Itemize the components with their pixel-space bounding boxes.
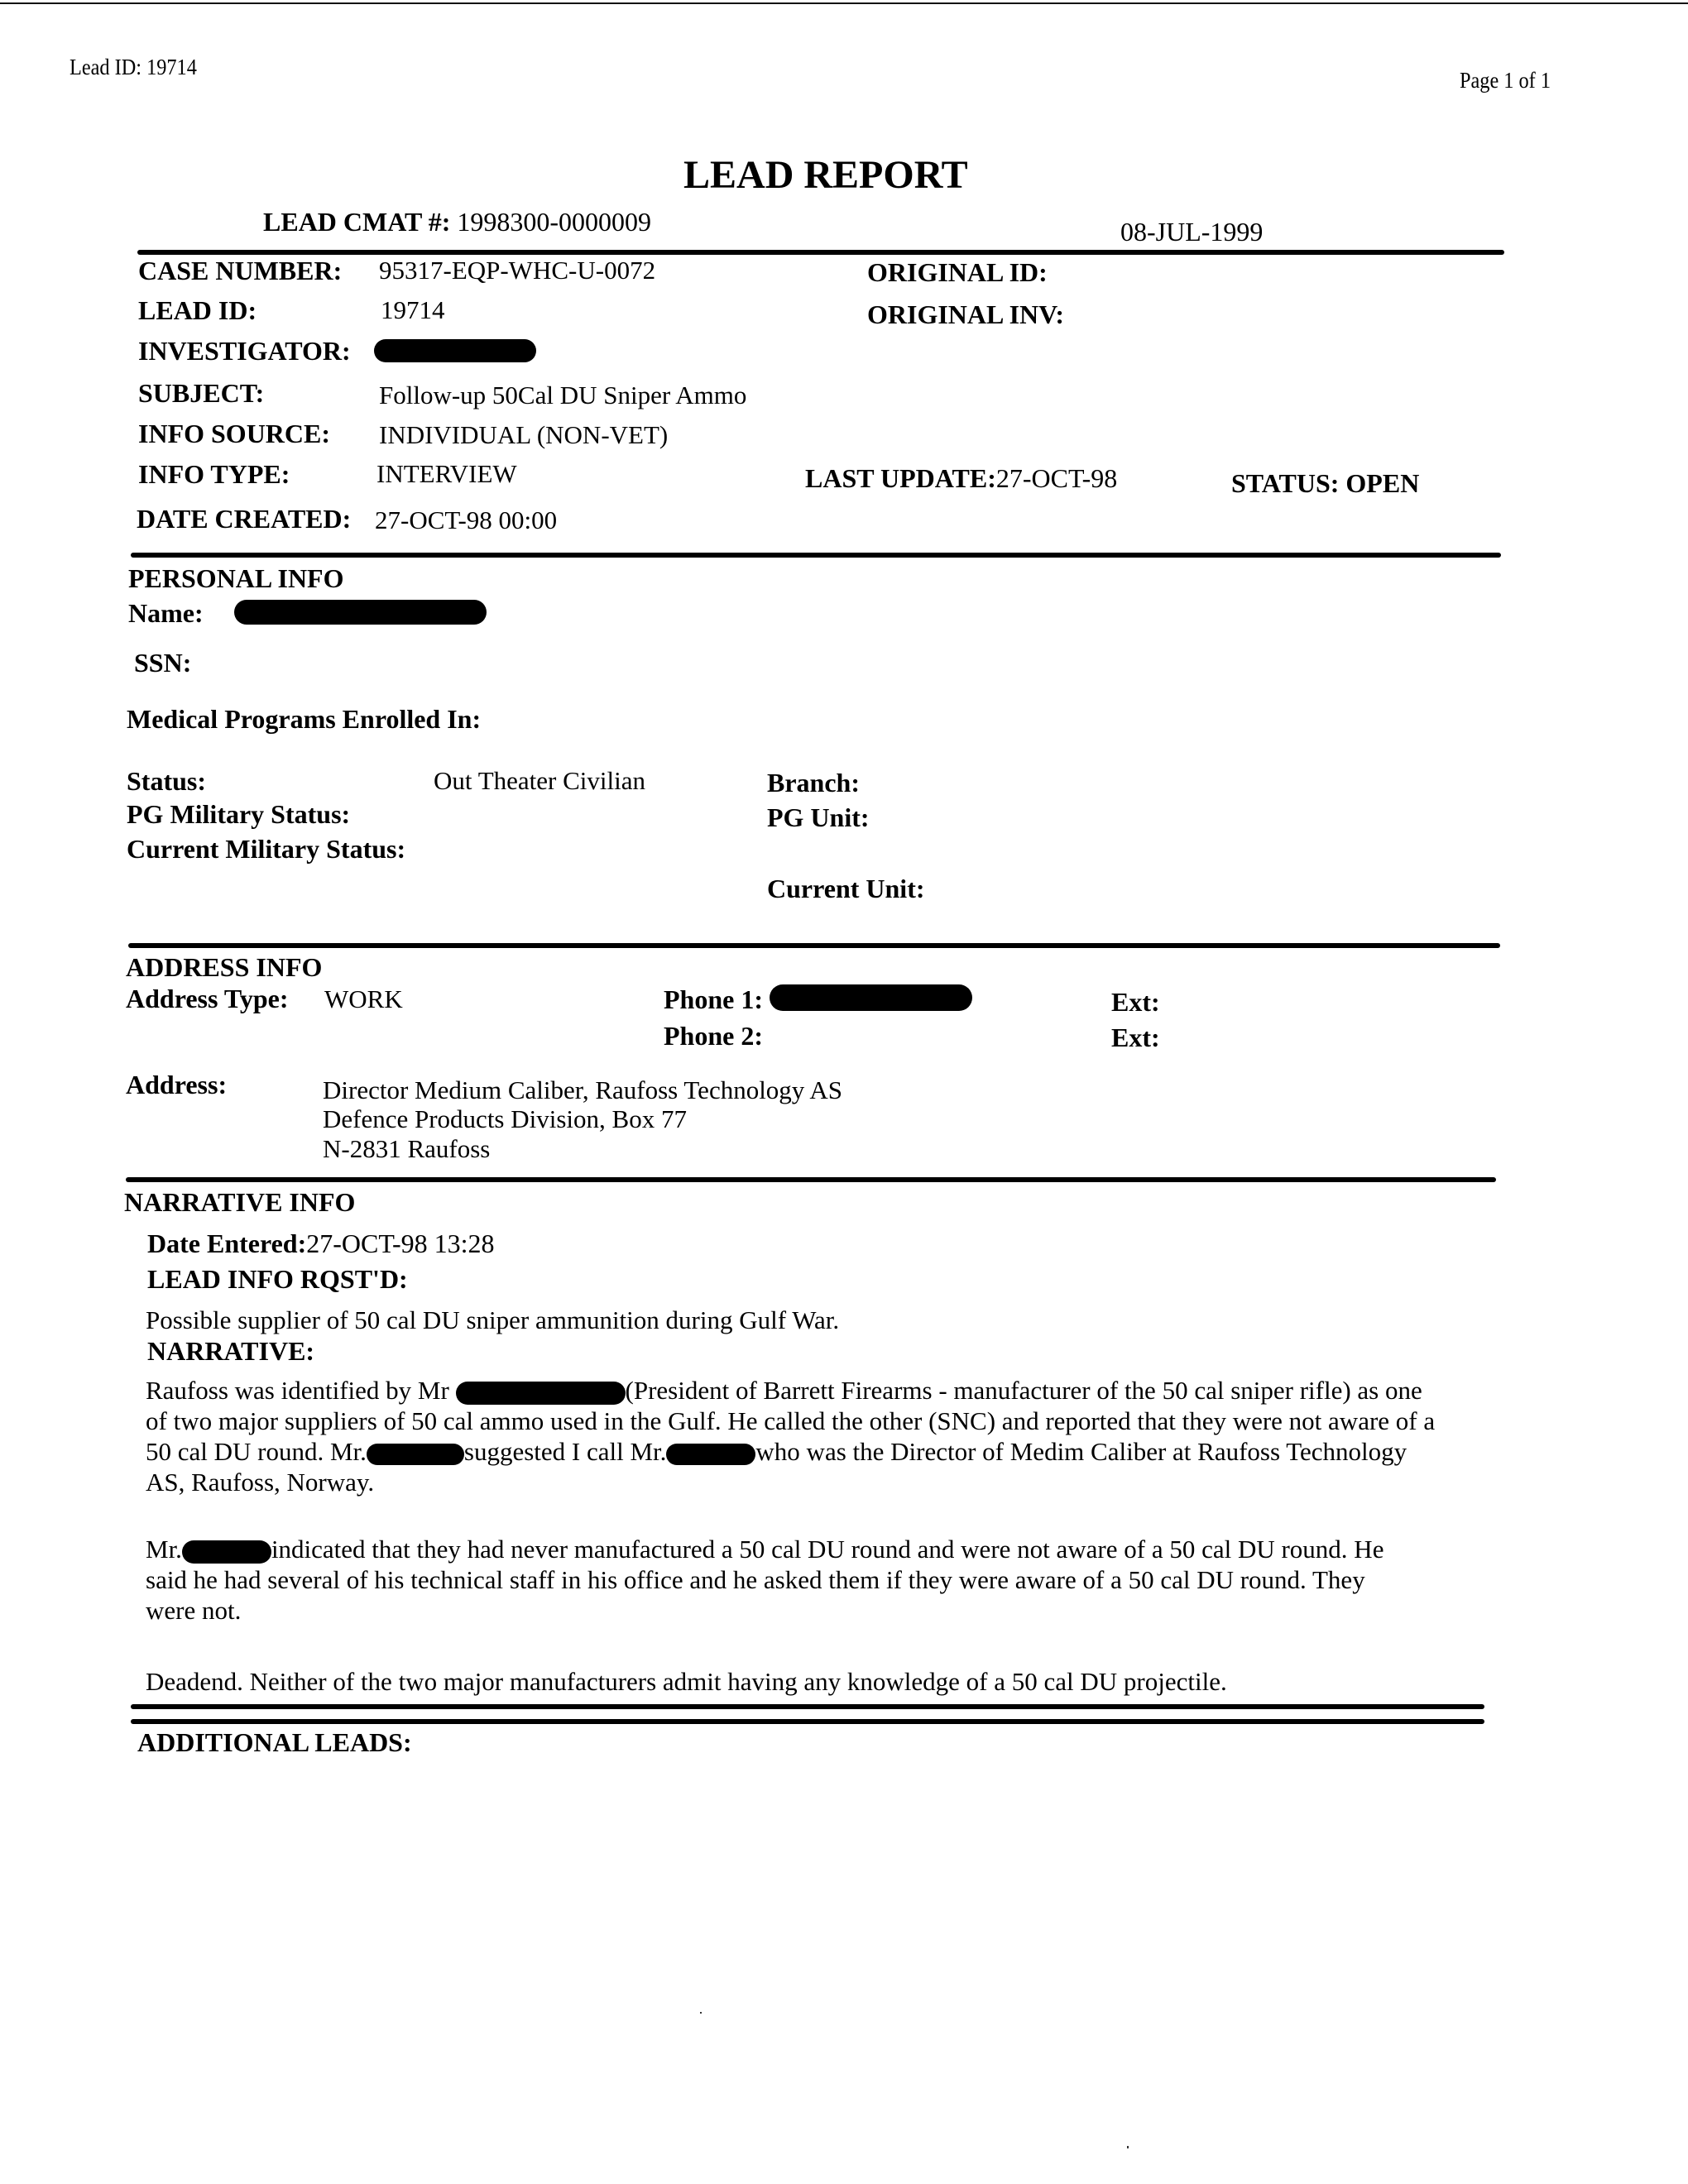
lead-info-requested-label: LEAD INFO RQST'D: bbox=[147, 1264, 408, 1294]
investigator-redaction bbox=[374, 339, 536, 362]
narrative-text: indicated that they had never manufactured a 50 cal DU round and were not aware of a 50 cal DU round. He said he had several of his technical staff in his office and he asked them if they were aware of a 50 cal DU round. They were not. bbox=[146, 1535, 1384, 1625]
info-source-label: INFO SOURCE: bbox=[138, 419, 331, 448]
double-divider-top bbox=[131, 1704, 1484, 1709]
redaction-mark bbox=[367, 1444, 464, 1465]
cmat-value: 1998300-0000009 bbox=[457, 207, 652, 237]
current-military-status-label: Current Military Status: bbox=[127, 834, 406, 864]
ext1-label: Ext: bbox=[1111, 987, 1160, 1017]
page-number: Page 1 of 1 bbox=[1460, 68, 1551, 93]
medical-programs-label: Medical Programs Enrolled In: bbox=[127, 704, 482, 734]
original-id-label: ORIGINAL ID: bbox=[867, 257, 1048, 287]
scan-edge-line bbox=[0, 2, 1688, 4]
scan-speck bbox=[700, 2012, 702, 2014]
address-info-heading: ADDRESS INFO bbox=[126, 952, 323, 982]
ext2-label: Ext: bbox=[1111, 1023, 1160, 1052]
subject-label: SUBJECT: bbox=[138, 378, 265, 408]
narrative-text: Mr. bbox=[146, 1535, 182, 1564]
redaction-mark bbox=[182, 1540, 271, 1564]
narrative-paragraph-2 bbox=[146, 1534, 1395, 1626]
double-divider-bottom bbox=[131, 1719, 1484, 1724]
date-entered-value: 27-OCT-98 13:28 bbox=[306, 1228, 495, 1258]
status-label-personal: Status: bbox=[127, 766, 207, 796]
name-redaction bbox=[234, 600, 487, 625]
scan-speck bbox=[1127, 2146, 1129, 2148]
last-update-value: 27-OCT-98 bbox=[995, 463, 1118, 493]
investigator-label: INVESTIGATOR: bbox=[138, 336, 351, 366]
case-number-label: CASE NUMBER: bbox=[138, 256, 343, 285]
date-entered-label: Date Entered: bbox=[147, 1228, 307, 1258]
lead-info-requested-value: Possible supplier of 50 cal DU sniper ammunition during Gulf War. bbox=[146, 1305, 840, 1334]
address-label: Address: bbox=[126, 1070, 228, 1099]
date-entered bbox=[147, 1230, 495, 1257]
phone1-redaction bbox=[770, 984, 972, 1011]
address-line-3: N-2831 Raufoss bbox=[323, 1134, 491, 1163]
status-value: OPEN bbox=[1345, 468, 1420, 498]
section-divider bbox=[131, 553, 1501, 558]
cmat-line bbox=[263, 208, 651, 235]
redaction-mark bbox=[374, 339, 536, 362]
pg-unit-label: PG Unit: bbox=[767, 802, 870, 832]
last-update-label: LAST UPDATE: bbox=[805, 463, 996, 493]
report-title: LEAD REPORT bbox=[683, 153, 968, 197]
date-created-value: 27-OCT-98 00:00 bbox=[375, 505, 558, 534]
address-line-2: Defence Products Division, Box 77 bbox=[323, 1104, 687, 1133]
info-source-value: INDIVIDUAL (NON-VET) bbox=[379, 420, 669, 449]
phone2-label: Phone 2: bbox=[664, 1021, 763, 1051]
name-label: Name: bbox=[128, 598, 204, 628]
header-lead-id: Lead ID: 19714 bbox=[70, 55, 197, 79]
section-divider bbox=[128, 943, 1500, 948]
branch-label: Branch: bbox=[767, 768, 860, 797]
status-value-personal: Out Theater Civilian bbox=[434, 766, 645, 795]
additional-leads-heading: ADDITIONAL LEADS: bbox=[137, 1727, 412, 1757]
narrative-paragraph-1 bbox=[146, 1375, 1436, 1497]
address-type-label: Address Type: bbox=[126, 984, 289, 1013]
original-inv-label: ORIGINAL INV: bbox=[867, 299, 1064, 329]
status-badge bbox=[1231, 470, 1419, 496]
report-date: 08-JUL-1999 bbox=[1120, 217, 1264, 247]
narrative-text: Raufoss was identified by Mr bbox=[146, 1376, 449, 1405]
address-type-value: WORK bbox=[324, 984, 403, 1013]
status-label: STATUS: bbox=[1231, 468, 1340, 498]
pg-military-status-label: PG Military Status: bbox=[127, 799, 351, 829]
info-type-value: INTERVIEW bbox=[376, 459, 517, 488]
narrative-text: who was the Director of Medim Caliber at Raufoss Technology AS, Raufoss, Norway. bbox=[146, 1437, 1407, 1497]
redaction-mark bbox=[666, 1444, 755, 1465]
narrative-paragraph-3: Deadend. Neither of the two major manufacturers admit having any knowledge of a 50 cal DU projectile. bbox=[146, 1667, 1227, 1696]
case-number-value: 95317-EQP-WHC-U-0072 bbox=[379, 256, 656, 285]
current-unit-label: Current Unit: bbox=[767, 874, 925, 903]
redaction-mark bbox=[456, 1382, 626, 1405]
section-divider bbox=[126, 1177, 1496, 1182]
subject-value: Follow-up 50Cal DU Sniper Ammo bbox=[379, 381, 747, 410]
personal-info-heading: PERSONAL INFO bbox=[128, 563, 344, 593]
last-update bbox=[805, 465, 1117, 491]
redaction-mark bbox=[770, 984, 972, 1011]
address-line-1: Director Medium Caliber, Raufoss Technology AS bbox=[323, 1075, 842, 1104]
narrative-info-heading: NARRATIVE INFO bbox=[124, 1187, 356, 1217]
date-created-label: DATE CREATED: bbox=[137, 504, 352, 534]
lead-id-label: LEAD ID: bbox=[138, 295, 257, 325]
narrative-label: NARRATIVE: bbox=[147, 1336, 315, 1366]
section-divider bbox=[137, 250, 1504, 255]
phone1-label: Phone 1: bbox=[664, 984, 763, 1014]
info-type-label: INFO TYPE: bbox=[138, 459, 290, 489]
cmat-label: LEAD CMAT #: bbox=[263, 207, 451, 237]
narrative-text: (President of Barrett Firearms - manufacturer of the 50 cal sniper rifle) as one of two major suppliers of 50 cal ammo used in the Gulf. He called the other (SNC) and reported that they were not aware of a 50 cal DU round. Mr. bbox=[146, 1376, 1436, 1466]
ssn-label: SSN: bbox=[134, 648, 192, 678]
narrative-text: suggested I call Mr. bbox=[463, 1437, 667, 1466]
lead-id-value: 19714 bbox=[381, 295, 445, 324]
redaction-mark bbox=[234, 600, 487, 625]
